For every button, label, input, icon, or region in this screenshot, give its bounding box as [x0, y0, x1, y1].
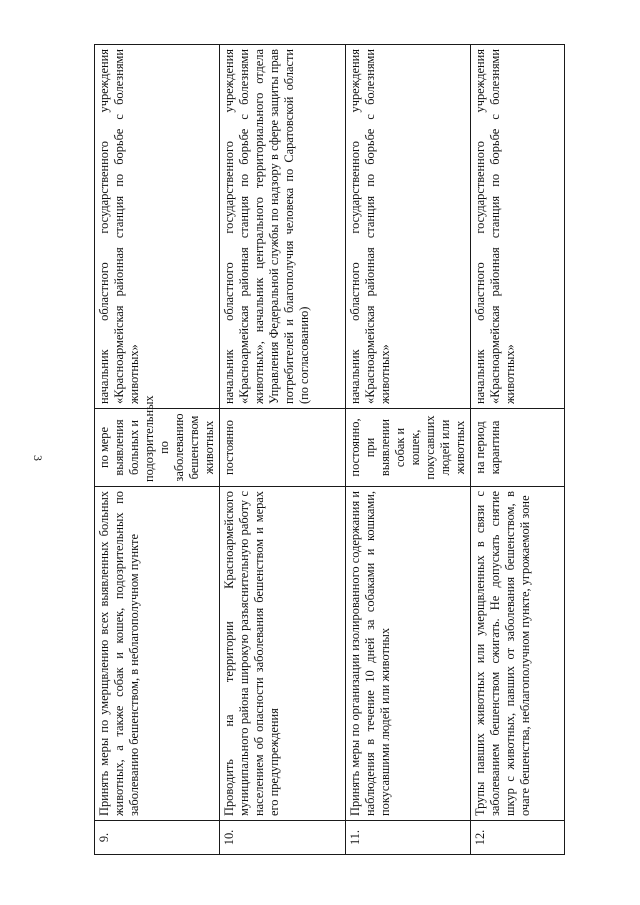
row-action: Трупы павших животных или умерщвленных в связи с заболеванием бешенством сжигать. Не допускать снятие шкур с животных, павших от заболевания бешенством, в очаге бешенства, неблагополучном пункте, угрожаемой зоне [471, 487, 565, 821]
row-action: Принять меры по организации изолированного содержания и наблюдения в течение 10 дней за собаками и кошками, покусавшими людей или животных [346, 487, 471, 821]
row-responsible: начальник областного государственного учреждения «Красноармейская районная станция по борьбе с болезнями животных» [95, 45, 220, 409]
table-row [220, 45, 346, 855]
row-number: 12. [471, 821, 565, 855]
measures-table [94, 44, 565, 855]
table-row [346, 45, 471, 855]
row-term: постоянно [220, 409, 346, 487]
page-number: 3 [31, 455, 45, 461]
rotated-table-container [94, 45, 532, 855]
row-number: 10. [220, 821, 346, 855]
row-action: Принять меры по умерщвлению всех выявленных больных животных, а также собак и кошек, подозрительных по заболеванию бешенством, в неблагополучном пункте [95, 487, 220, 821]
row-responsible: начальник областного государственного учреждения «Красноармейская районная станция по борьбе с болезнями животных» [346, 45, 471, 409]
row-responsible: начальник областного государственного учреждения «Красноармейская районная станция по борьбе с болезнями животных», начальник центрального территориального отдела Управления Федеральной службы по надзору в сфере защиты прав потребителей и благополучия человека по Саратовской области (по согласованию) [220, 45, 346, 409]
table-row [471, 45, 565, 855]
row-responsible: начальник областного государственного учреждения «Красноармейская районная станция по борьбе с болезнями животных» [471, 45, 565, 409]
row-number: 9. [95, 821, 220, 855]
row-action: Проводить на территории Красноармейского муниципального района широкую разъяснительную работу с населением об опасности заболевания бешенством и мерах его предупреждения [220, 487, 346, 821]
table-row [95, 45, 220, 855]
row-term: постоянно, при выявлении собак и кошек, покусавших людей или животных [346, 409, 471, 487]
row-number: 11. [346, 821, 471, 855]
row-term: на период карантина [471, 409, 565, 487]
row-term: по мере выявления больных и подозрительных по заболеванию бешенством животных [95, 409, 220, 487]
